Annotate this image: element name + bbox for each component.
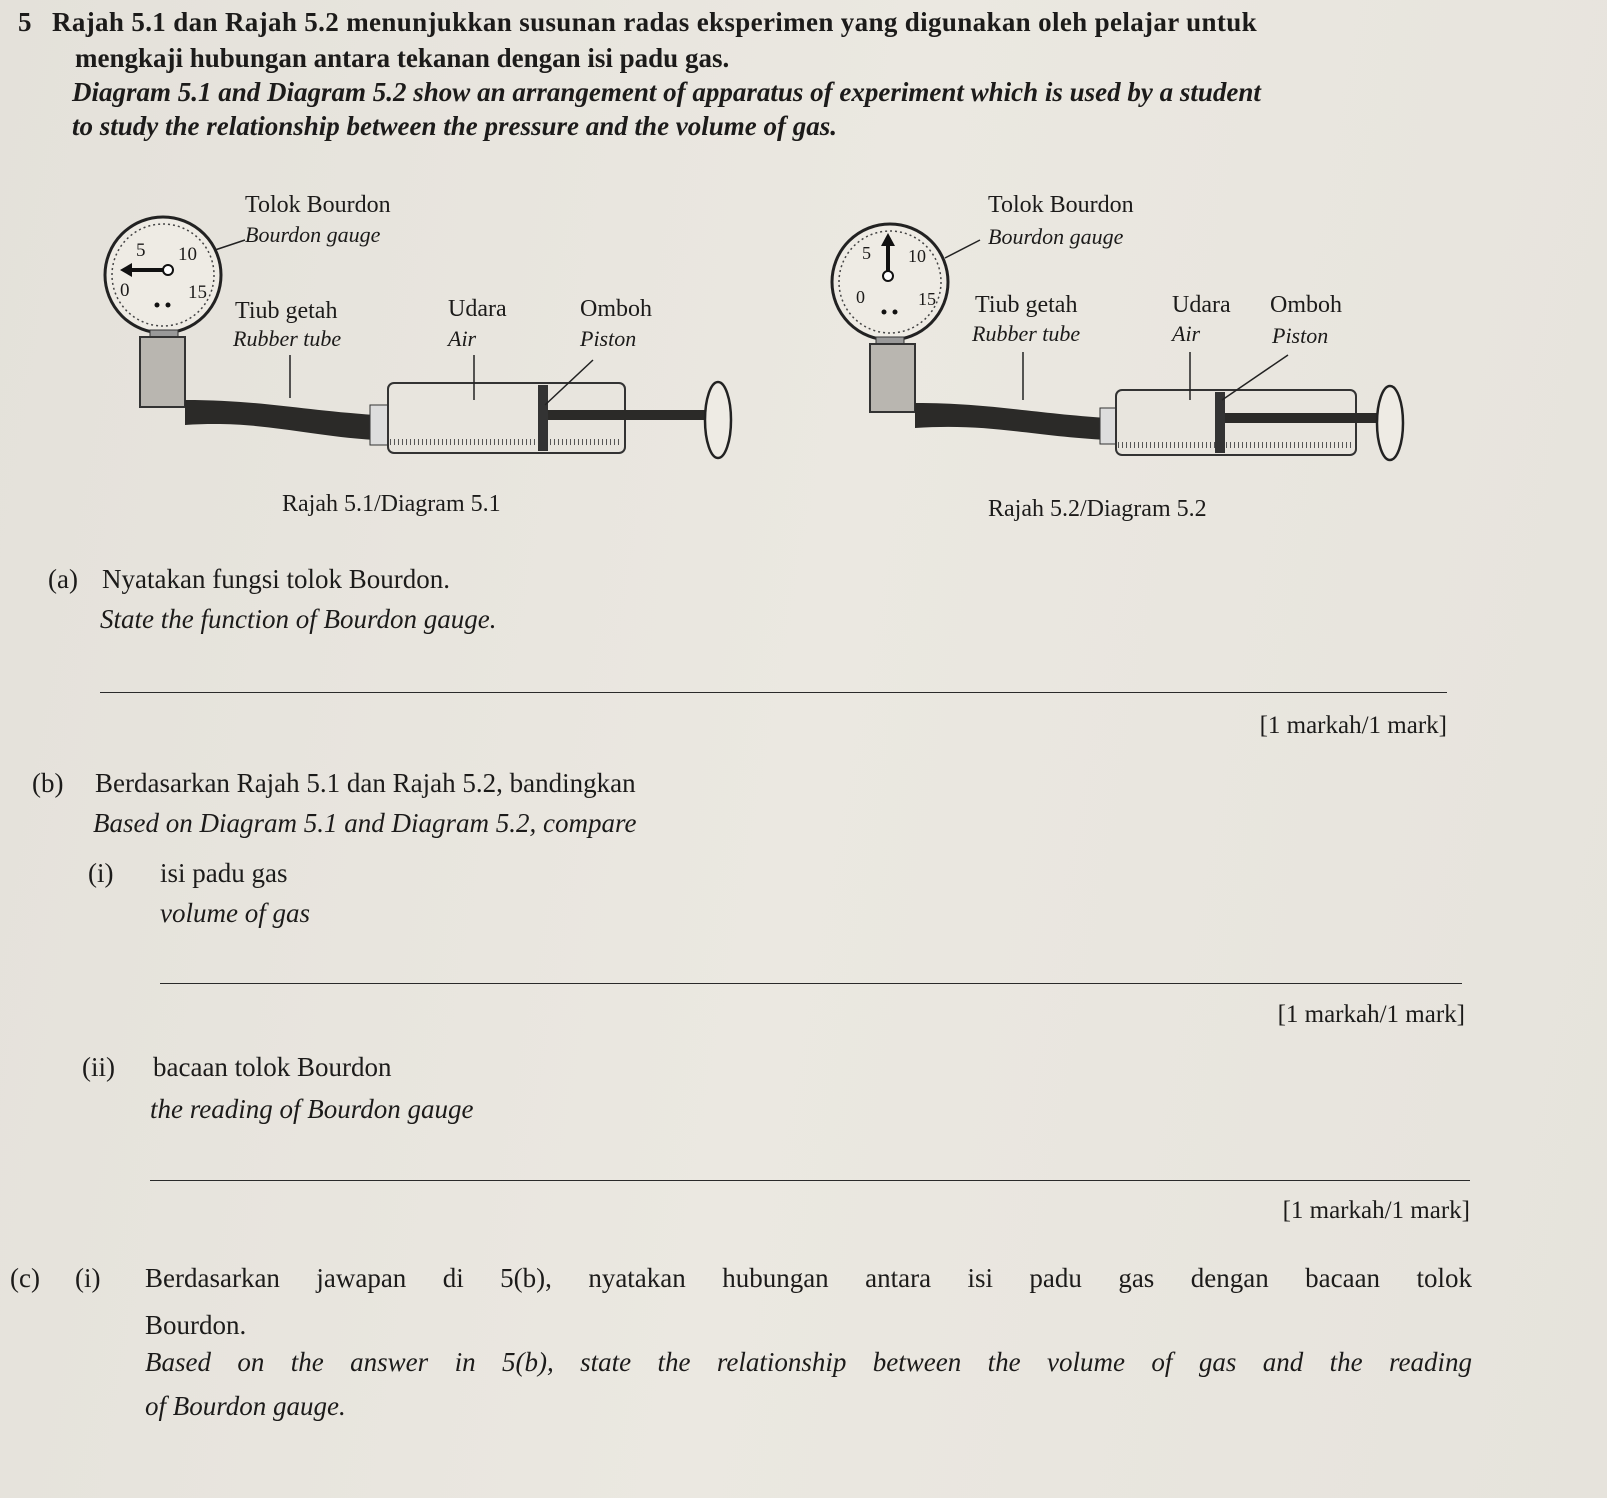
part-b-i-label: (i) xyxy=(88,858,114,888)
piston-label-english: Piston xyxy=(1272,323,1329,348)
piston-label-english: Piston xyxy=(580,326,637,351)
part-c-malay-line2: Bourdon. xyxy=(145,1310,247,1340)
answer-line-b-ii[interactable] xyxy=(150,1180,1470,1181)
diagram-caption: Rajah 5.2/Diagram 5.2 xyxy=(988,496,1207,522)
answer-line-a[interactable] xyxy=(100,692,1447,693)
question-number: 5 xyxy=(18,7,32,37)
piston-label-malay: Omboh xyxy=(580,296,652,322)
caption-text: Rajah 5.1/Diagram 5.1 xyxy=(282,491,501,517)
piston xyxy=(1215,392,1225,453)
air-label-english: Air xyxy=(1172,321,1201,346)
piston-label-malay: Omboh xyxy=(1270,292,1342,318)
intro-english-line1: Diagram 5.1 and Diagram 5.2 show an arrangement of apparatus of experiment which is used by a student xyxy=(72,77,1261,107)
air-label-malay: Udara xyxy=(448,296,507,322)
apparatus-diagrams xyxy=(0,0,1607,540)
intro-malay-line2: mengkaji hubungan antara tekanan dengan isi padu gas. xyxy=(75,43,730,73)
part-a-malay: Nyatakan fungsi tolok Bourdon. xyxy=(102,564,450,594)
intro-english-line2: to study the relationship between the pressure and the volume of gas. xyxy=(72,111,838,141)
dial-15: 15 xyxy=(188,282,207,303)
diagram-5-1 xyxy=(105,217,731,458)
part-b-i-english: volume of gas xyxy=(160,898,310,928)
part-c-i-label: (i) xyxy=(75,1263,101,1293)
air-label-english: Air xyxy=(448,326,477,351)
tube-label-english: Rubber tube xyxy=(233,326,342,351)
tube-label-malay: Tiub getah xyxy=(235,298,338,324)
rubber-tube xyxy=(915,388,1108,440)
diagram-caption xyxy=(282,491,501,517)
part-b-english: Based on Diagram 5.1 and Diagram 5.2, compare xyxy=(93,808,637,838)
dial-0: 0 xyxy=(120,280,130,301)
mark-b-ii: [1 markah/1 mark] xyxy=(1282,1197,1470,1224)
gauge-label-english: Bourdon gauge xyxy=(988,224,1124,249)
part-c-malay-line1: Berdasarkan jawapan di 5(b), nyatakan hubungan antara isi padu gas dengan bacaan tolok xyxy=(145,1263,1472,1293)
part-b-ii-label: (ii) xyxy=(82,1052,115,1082)
bourdon-gauge xyxy=(832,224,948,412)
gauge-label-malay: Tolok Bourdon xyxy=(988,192,1134,218)
dial-0: 0 xyxy=(856,287,865,307)
part-c-english-line1: Based on the answer in 5(b), state the relationship between the volume of gas and the reading xyxy=(145,1347,1472,1377)
part-b-ii-malay: bacaan tolok Bourdon xyxy=(153,1052,392,1082)
mark-a: [1 markah/1 mark] xyxy=(1259,712,1447,739)
dial-15: 15 xyxy=(918,289,936,309)
gauge-label-english: Bourdon gauge xyxy=(245,222,381,247)
intro-malay-line1: Rajah 5.1 dan Rajah 5.2 menunjukkan susunan radas eksperimen yang digunakan oleh pelajar untuk xyxy=(52,7,1257,37)
dial-10: 10 xyxy=(178,244,197,265)
part-b-malay: Berdasarkan Rajah 5.1 dan Rajah 5.2, bandingkan xyxy=(95,768,636,798)
bourdon-gauge xyxy=(105,217,221,407)
part-c-label: (c) xyxy=(10,1263,40,1293)
rubber-tube xyxy=(185,385,375,440)
tube-label-malay: Tiub getah xyxy=(975,292,1078,318)
air-label-malay: Udara xyxy=(1172,292,1231,318)
part-a-label: (a) xyxy=(48,564,78,594)
dial-10: 10 xyxy=(908,246,926,266)
piston xyxy=(538,385,548,451)
mark-b-i: [1 markah/1 mark] xyxy=(1277,1001,1465,1028)
tube-label-english: Rubber tube xyxy=(972,321,1081,346)
part-b-ii-english: the reading of Bourdon gauge xyxy=(150,1094,474,1124)
dial-5: 5 xyxy=(862,243,871,263)
part-a-english: State the function of Bourdon gauge. xyxy=(100,604,497,634)
gauge-label-malay: Tolok Bourdon xyxy=(245,192,391,218)
part-c-english-line2: of Bourdon gauge. xyxy=(145,1391,346,1421)
dial-5: 5 xyxy=(136,240,146,261)
part-b-i-malay: isi padu gas xyxy=(160,858,288,888)
part-b-label: (b) xyxy=(32,768,64,798)
answer-line-b-i[interactable] xyxy=(160,983,1462,984)
